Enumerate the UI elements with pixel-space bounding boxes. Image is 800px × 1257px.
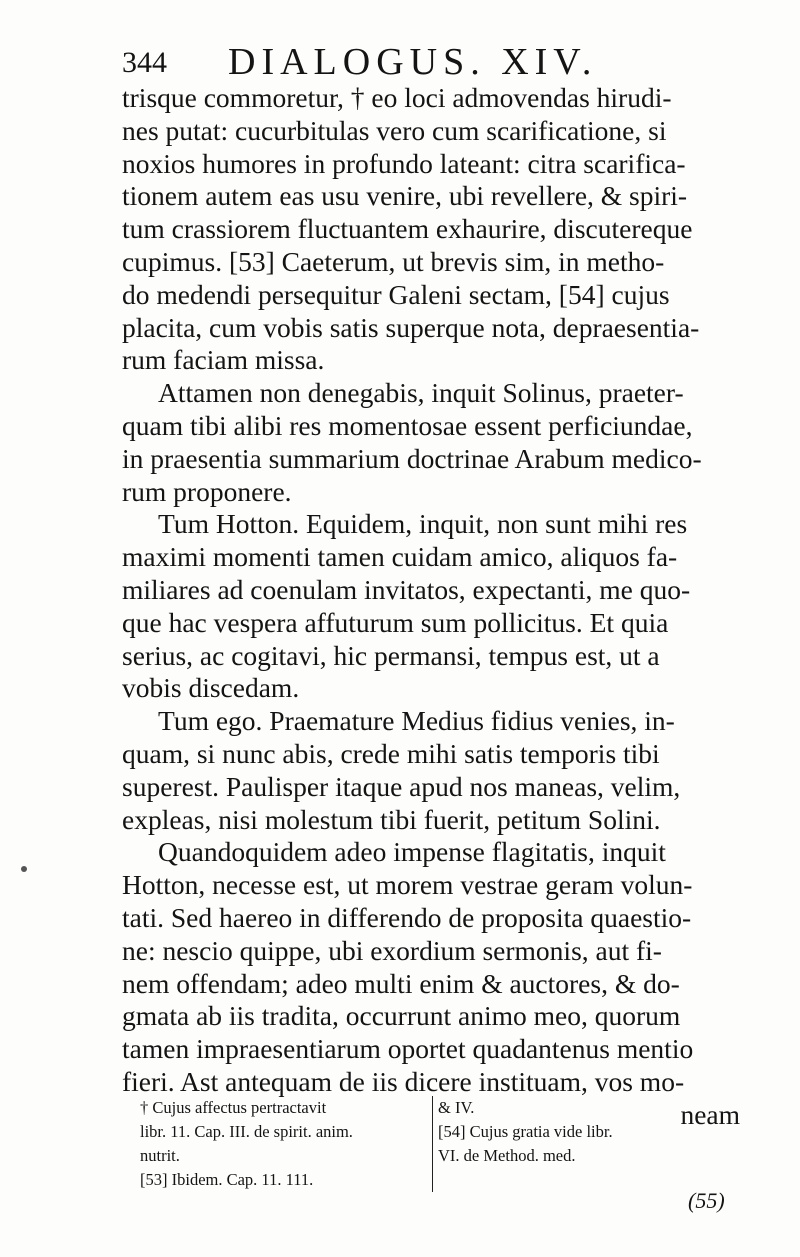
footnote-line: VI. de Method. med. [438, 1146, 576, 1165]
footnote-line: libr. 11. Cap. III. de spirit. anim. [140, 1122, 353, 1141]
text-line: tati. Sed haereo in differendo de proposita quaestio- [122, 901, 692, 933]
footnote-line: & IV. [438, 1098, 475, 1117]
margin-mark [21, 866, 27, 872]
page-header [122, 38, 682, 88]
text-line: do medendi persequitur Galeni sectam, [54] cujus [122, 278, 670, 310]
text-line: gmata ab iis tradita, occurrunt animo meo, quorum [122, 1000, 681, 1032]
text-line: tum crassiorem fluctuantem exhaurire, discutereque [122, 213, 693, 245]
text-line: superest. Paulisper itaque apud nos maneas, velim, [122, 770, 681, 802]
text-line: noxios humores in profundo lateant: citra scarifica- [122, 147, 686, 179]
footnote-line: † Cujus affectus pertractavit [140, 1098, 327, 1117]
text-line: nem offendam; adeo multi enim & auctores, & do- [122, 967, 680, 999]
text-line: maximi momenti tamen cuidam amico, aliquos fa- [122, 541, 678, 573]
text-line: expleas, nisi molestum tibi fuerit, petitum Solini. [122, 803, 661, 835]
text-line: tamen impraesentiarum oportet quadantenus mentio [122, 1033, 694, 1065]
text-line: trisque commoretur, † eo loci admovendas hirudi- [122, 82, 672, 113]
paragraph-start-line: Quandoquidem adeo impense flagitatis, inquit [158, 836, 666, 868]
text-line: que hac vespera affuturum sum pollicitus. Et quia [122, 606, 669, 638]
text-line: vobis discedam. [122, 672, 300, 704]
footnotes-right-column [438, 1096, 738, 1168]
text-line: nes putat: cucurbitulas vero cum scarificatione, si [122, 114, 667, 146]
text-line: miliares ad coenulam invitatos, expectanti, me quo- [122, 573, 691, 605]
text-line: Hotton, necesse est, ut morem vestrae geram volun- [122, 869, 693, 901]
footnotes-left-column [140, 1096, 433, 1192]
text-line: cupimus. [53] Caeterum, ut brevis sim, in metho- [122, 245, 665, 277]
text-line: quam, si nunc abis, crede mihi satis temporis tibi [122, 737, 660, 769]
text-line: in praesentia summarium doctrinae Arabum medico- [122, 442, 702, 474]
paragraph-start-line: Tum Hotton. Equidem, inquit, non sunt mihi res [158, 508, 688, 540]
running-title: DIALOGUS. XIV. [228, 41, 598, 83]
text-line: tionem autem eas usu venire, ubi revellere, & spiri- [122, 180, 688, 212]
footnote-line: nutrit. [140, 1146, 180, 1165]
text-line: rum proponere. [122, 475, 292, 507]
footnote-line: [54] Cujus gratia vide libr. [438, 1122, 613, 1141]
paragraph-start-line: Tum ego. Praemature Medius fidius venies, in- [158, 705, 675, 737]
footnotes [140, 1096, 740, 1196]
text-line: quam tibi alibi res momentosae essent perficiundae, [122, 409, 693, 441]
paragraph-start-line: Attamen non denegabis, inquit Solinus, praeter- [158, 377, 684, 409]
text-line: fieri. Ast antequam de iis dicere instituam, vos mo- [122, 1065, 685, 1097]
page-number: 344 [122, 46, 167, 79]
body-text [122, 82, 740, 1132]
catchword: neam [680, 1098, 740, 1130]
text-line: rum faciam missa. [122, 344, 325, 376]
text-line: serius, ac cogitavi, hic permansi, tempus est, ut a [122, 639, 660, 671]
text-line: placita, cum vobis satis superque nota, depraesentia- [122, 311, 700, 343]
text-line: ne: nescio quippe, ubi exordium sermonis, aut fi- [122, 934, 662, 966]
signature-mark: (55) [688, 1188, 725, 1213]
footnote-line: [53] Ibidem. Cap. 11. 111. [140, 1170, 314, 1189]
